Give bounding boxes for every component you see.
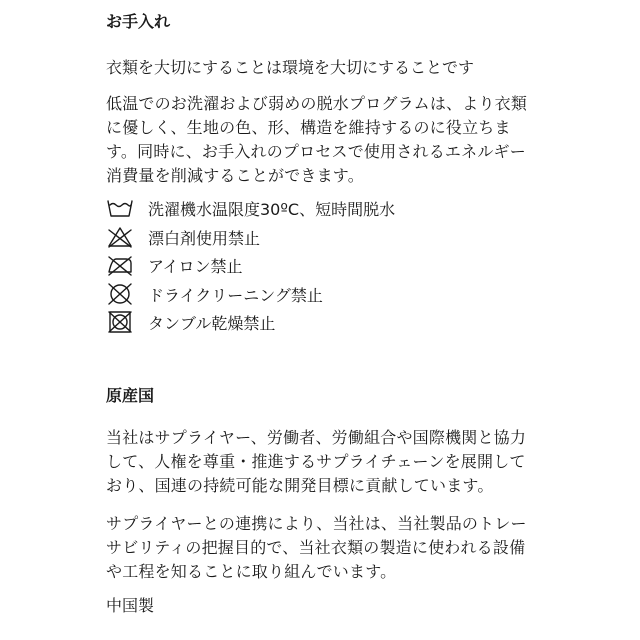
no-iron-icon [106, 253, 134, 277]
origin-paragraph-1: 当社はサプライヤー、労働者、労働組合や国際機関と協力 して、人権を尊重・推進するサプライチェーンを展開して おり、国連の持続可能な開発目標に貢献しています。 [106, 428, 527, 495]
care-instruction-dryclean [106, 282, 323, 306]
care-instruction-wash [106, 196, 395, 220]
care-description: 低温でのお洗濯および弱めの脱水プログラムは、より衣類 に優しく、生地の色、形、構造を維持するのに役立ちま す。同時に、お手入れのプロセスで使用されるエネルギー 消費量を削減することができます。 [106, 94, 528, 185]
care-instruction-bleach [106, 225, 260, 249]
care-instruction-label: 洗濯機水温限度30ºC、短時間脱水 [148, 199, 396, 219]
origin-heading: 原産国 [106, 386, 155, 405]
care-instruction-label: 漂白剤使用禁止 [148, 228, 261, 248]
no-dryclean-icon [106, 282, 134, 306]
care-instruction-label: ドライクリーニング禁止 [148, 285, 323, 305]
no-tumble-dry-icon [106, 310, 134, 334]
care-instruction-tumble-dry [106, 310, 275, 334]
origin-paragraph-2: サプライヤーとの連携により、当社は、当社製品のトレー サビリティの把握目的で、当社衣類の製造に使われる設備 や工程を知ることに取り組んでいます。 [106, 514, 527, 581]
care-heading: お手入れ [106, 12, 171, 31]
wash-tub-icon [106, 196, 134, 220]
care-instruction-iron [106, 253, 243, 277]
care-instruction-label: タンブル乾燥禁止 [148, 313, 276, 333]
made-in-label: 中国製 [106, 596, 155, 615]
care-subtitle: 衣類を大切にすることは環境を大切にすることです [106, 58, 475, 77]
no-bleach-icon [106, 225, 134, 249]
care-instruction-label: アイロン禁止 [148, 256, 243, 276]
